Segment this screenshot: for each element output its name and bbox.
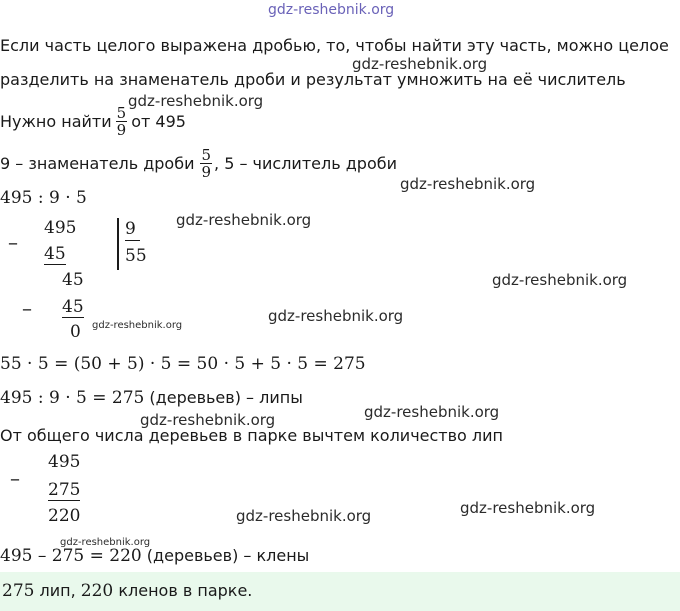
multiplication-line: 55 · 5 = (50 + 5) · 5 = 50 · 5 + 5 · 5 = 275 [0,354,366,374]
expression: 495 : 9 · 5 [0,188,87,208]
rule-line-1: Если часть целого выражена дробью, то, чтобы найти эту часть, можно целое [0,36,669,55]
maple-math: 495 – 275 = 220 [0,546,142,566]
task-fraction [116,105,128,138]
watermark: gdz-reshebnik.org [176,211,312,229]
explain-frac-num: 5 [201,145,212,164]
answer-n1: 275 [2,581,35,601]
subtraction-difference: 220 [48,506,81,526]
maple-text: (деревьев) – клены [141,546,310,565]
watermark: gdz-reshebnik.org [140,411,276,429]
division-minus-1: – [8,230,18,254]
linden-text: (деревьев) – липы [144,388,303,407]
watermark: gdz-reshebnik.org [400,175,536,193]
subtraction-minus: – [10,466,20,490]
watermark: gdz-reshebnik.org [60,537,151,548]
watermark: gdz-reshebnik.org [92,320,183,331]
division-quotient: 55 [125,246,147,266]
explain-part1: 9 – знаменатель дроби [0,153,195,173]
maple-result [0,546,309,566]
answer-t2: кленов в парке. [113,581,253,600]
answer-line [2,581,252,601]
division-minus-2: – [22,296,32,320]
subtract-intro: От общего числа деревьев в парке вычтем количество лип [0,426,503,445]
task-prefix: Нужно найти [0,111,112,131]
explain-line [0,138,397,188]
watermark: gdz-reshebnik.org [352,55,488,73]
linden-result [0,388,303,408]
answer-t1: лип, [34,581,81,600]
task-frac-num: 5 [116,103,127,122]
answer-n2: 220 [80,581,114,601]
division-bracket-vertical [117,218,119,270]
subtraction-subtrahend: 275 [48,480,81,500]
task-suffix: от 495 [131,111,186,131]
watermark: gdz-reshebnik.org [364,403,500,421]
division-divisor: 9 [125,218,140,241]
division-result: 0 [70,322,81,342]
watermark: gdz-reshebnik.org [268,307,404,325]
site-link[interactable]: gdz-reshebnik.org [268,2,395,18]
division-remainder1: 45 [62,270,84,290]
linden-math: 495 : 9 · 5 = 275 [0,388,145,408]
division-sub2: 45 [62,297,84,317]
division-sub1: 45 [44,244,66,264]
explain-fraction [200,147,212,180]
division-dividend: 495 [44,218,77,238]
watermark: gdz-reshebnik.org [236,507,372,525]
watermark: gdz-reshebnik.org [460,499,596,517]
rule-line-2: разделить на знаменатель дроби и результат умножить на её числитель [0,70,626,89]
explain-part2: , 5 – числитель дроби [214,153,398,173]
watermark: gdz-reshebnik.org [128,92,264,110]
task-frac-den: 9 [116,120,127,139]
watermark: gdz-reshebnik.org [492,271,628,289]
explain-frac-den: 9 [201,162,212,181]
subtraction-minuend: 495 [48,452,81,472]
